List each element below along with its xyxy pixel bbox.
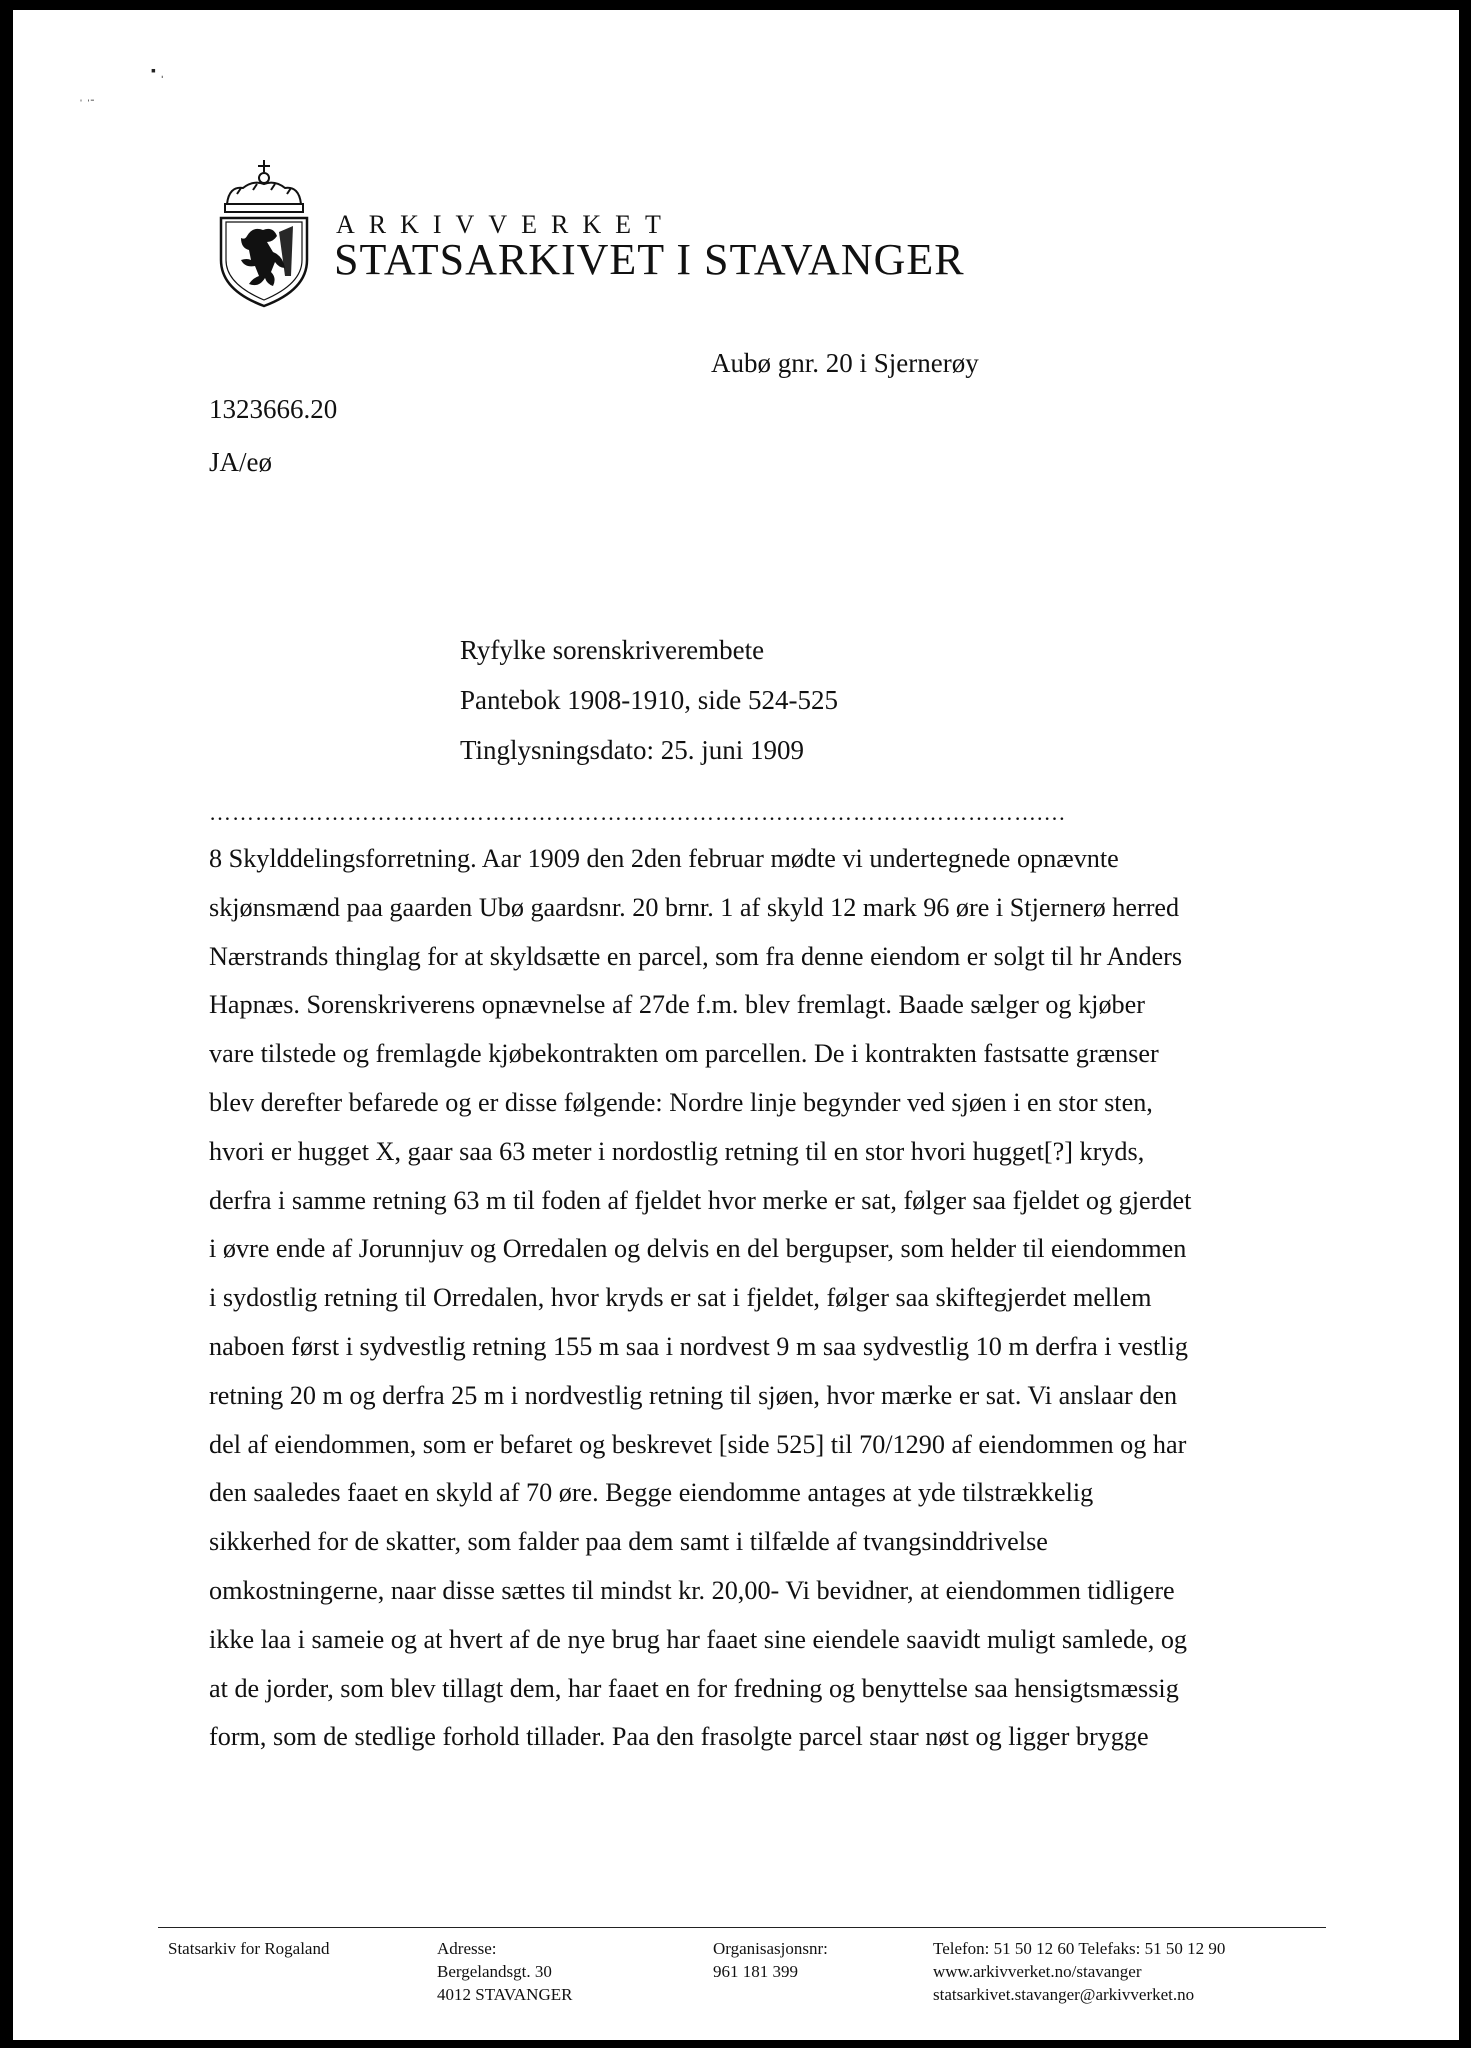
- scan-mark-left: ˌ ˌˍ: [79, 88, 95, 102]
- body-line: vare tilstede og fremlagde kjøbekontrakten om parcellen. De i kontrakten fastsatte grænser: [209, 1039, 1159, 1069]
- scan-mark-top: ▪ ˌ: [151, 62, 165, 78]
- body-line: naboen først i sydvestlig retning 155 m saa i nordvest 9 m saa sydvestlig 10 m derfra i vestlig: [209, 1331, 1188, 1361]
- body-line: omkostningerne, naar disse sættes til mindst kr. 20,00- Vi bevidner, at eiendommen tidligere: [209, 1575, 1175, 1605]
- reference-number: 1323666.20: [209, 394, 338, 424]
- source-book: Pantebok 1908-1910, side 524-525: [460, 685, 838, 715]
- transcription-body: [209, 835, 1269, 1762]
- body-line: Hapnæs. Sorenskriverens opnævnelse af 27de f.m. blev fremlagt. Baade sælger og kjøber: [209, 990, 1145, 1020]
- footer-address-city: 4012 STAVANGER: [437, 1985, 573, 2004]
- footer-address-street: Bergelandsgt. 30: [437, 1962, 552, 1981]
- document-page: [13, 10, 1459, 2040]
- body-line: skjønsmænd paa gaarden Ubø gaardsnr. 20 brnr. 1 af skyld 12 mark 96 øre i Stjernerø herred: [209, 892, 1180, 922]
- footer-phone: Telefon: 51 50 12 60 Telefaks: 51 50 12 90: [933, 1939, 1226, 1958]
- norwegian-lion-crest-icon: [213, 158, 315, 308]
- footer-name-column: [168, 1937, 329, 1960]
- body-line: retning 20 m og derfra 25 m i nordvestlig retning til sjøen, hvor mærke er sat. Vi anslaar den: [209, 1380, 1178, 1410]
- document-subject: Aubø gnr. 20 i Sjernerøy: [711, 348, 979, 378]
- source-office: Ryfylke sorenskriverembete: [460, 635, 765, 665]
- body-line: den saaledes faaet en skyld af 70 øre. Begge eiendomme antages at yde tilstrækkelig: [209, 1478, 1094, 1508]
- body-line: at de jorder, som blev tillagt dem, har faaet en for fredning og benyttelse saa hensigtsmæssig: [209, 1673, 1179, 1703]
- body-line: sikkerhed for de skatter, som falder paa dem samt i tilfælde af tvangsinddrivelse: [209, 1527, 1048, 1557]
- footer-contact-column: [933, 1937, 1225, 2006]
- footer-address-column: [437, 1937, 572, 2006]
- body-line: del af eiendommen, som er befaret og beskrevet [side 525] til 70/1290 af eiendommen og har: [209, 1429, 1187, 1459]
- archive-name: STATSARKIVET I STAVANGER: [334, 235, 965, 284]
- body-line: ikke laa i sameie og at hvert af de nye brug har faaet sine eiendele saavidt muligt samlede, og: [209, 1624, 1188, 1654]
- footer-org-number: 961 181 399: [713, 1962, 798, 1981]
- footer-org-column: [713, 1937, 828, 1983]
- body-line: i sydostlig retning til Orredalen, hvor kryds er sat i fjeldet, følger saa skiftegjerdet mellem: [209, 1283, 1152, 1313]
- footer-rule: [158, 1927, 1326, 1928]
- footer-address-label: Adresse:: [437, 1939, 497, 1958]
- footer-web-link[interactable]: www.arkivverket.no/stavanger: [933, 1962, 1142, 1981]
- body-line: Nærstrands thinglag for at skyldsætte en parcel, som fra denne eiendom er solgt til hr Anders: [209, 941, 1183, 971]
- agency-name: ARKIVVERKET: [336, 210, 675, 239]
- body-line: i øvre ende af Jorunnjuv og Orredalen og delvis en del bergupser, som helder til eiendommen: [209, 1234, 1187, 1264]
- footer-institution: Statsarkiv for Rogaland: [168, 1939, 330, 1958]
- source-date: Tinglysningsdato: 25. juni 1909: [460, 735, 805, 765]
- body-line: blev derefter befarede og er disse følgende: Nordre linje begynder ved sjøen i en stor sten,: [209, 1087, 1153, 1117]
- footer-org-label: Organisasjonsnr:: [713, 1939, 828, 1958]
- body-line: hvori er hugget X, gaar saa 63 meter i nordostlig retning til en stor hvori hugget[?] kryds,: [209, 1136, 1145, 1166]
- dotted-separator: ……………………………………………………………………………………………….…: [209, 800, 1067, 820]
- body-line: 8 Skylddelingsforretning. Aar 1909 den 2den februar mødte vi undertegnede opnævnte: [209, 844, 1119, 873]
- body-line: form, som de stedlige forhold tillader. Paa den frasolgte parcel staar nøst og ligger brygge: [209, 1722, 1149, 1752]
- body-line: derfra i samme retning 63 m til foden af fjeldet hvor merke er sat, følger saa fjeldet og gjerdet: [209, 1185, 1192, 1215]
- footer-email-link[interactable]: statsarkivet.stavanger@arkivverket.no: [933, 1985, 1195, 2004]
- reference-initials: JA/eø: [209, 447, 272, 477]
